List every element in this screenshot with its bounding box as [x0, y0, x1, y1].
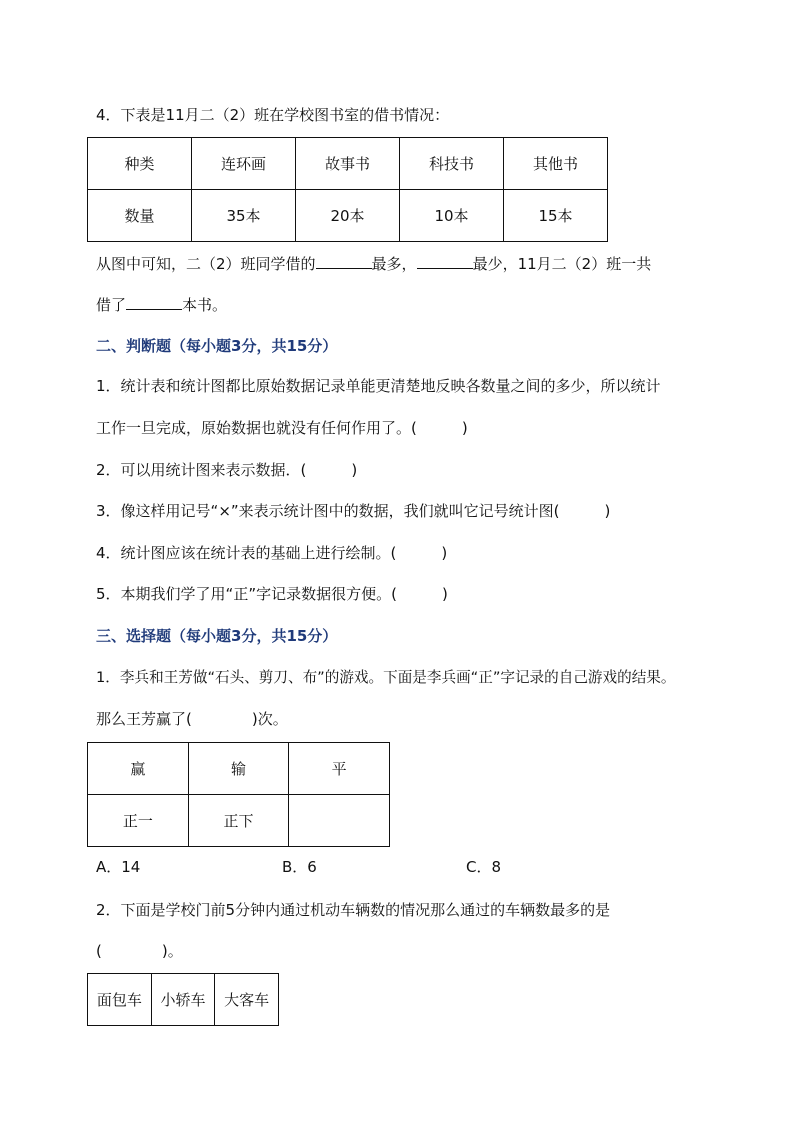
table-row	[88, 795, 390, 847]
q4-follow-text: 借了	[96, 296, 127, 314]
choice-q2-line2: ( )。	[96, 942, 183, 960]
table-header-cell: 其他书	[504, 138, 608, 190]
table-row	[88, 974, 279, 1026]
table-cell: 正下	[188, 795, 289, 847]
q4-follow-line1	[96, 253, 651, 274]
table-header-cell: 种类	[88, 138, 192, 190]
table-row	[88, 743, 390, 795]
game-result-table	[87, 742, 390, 847]
option-b[interactable]: B．6	[282, 858, 317, 876]
table-row	[88, 138, 608, 190]
table-header-cell: 小轿车	[151, 974, 215, 1026]
judgement-q4: 4．统计图应该在统计表的基础上进行绘制。( )	[96, 544, 448, 562]
choice-q1-line1: 1．李兵和王芳做“石头、剪刀、布”的游戏。下面是李兵画“正”字记录的自己游戏的结果。	[96, 669, 676, 686]
judgement-q1-line1: 1．统计表和统计图都比原始数据记录单能更清楚地反映各数量之间的多少，所以统计	[96, 377, 661, 395]
judgement-q1-line2: 工作一旦完成，原始数据也就没有任何作用了。( )	[96, 419, 468, 437]
table-header-cell: 面包车	[88, 974, 152, 1026]
judgement-q5: 5．本期我们学了用“正”字记录数据很方便。( )	[96, 585, 448, 603]
table-header-cell: 输	[188, 743, 289, 795]
table-cell: 35本	[192, 190, 296, 242]
choice-q2-line1: 2．下面是学校门前5分钟内通过机动车辆数的情况那么通过的车辆数最多的是	[96, 901, 611, 919]
option-c[interactable]: C．8	[466, 858, 502, 876]
table-cell	[289, 795, 390, 847]
q4-follow-text: 最多，	[371, 255, 417, 273]
table-cell: 10本	[400, 190, 504, 242]
table-header-cell: 连环画	[192, 138, 296, 190]
q4-follow-text: 本书。	[182, 296, 228, 314]
table-cell: 20本	[296, 190, 400, 242]
table-cell: 数量	[88, 190, 192, 242]
table-cell: 正一	[88, 795, 189, 847]
judgement-q3: 3．像这样用记号“×”来表示统计图中的数据，我们就叫它记号统计图( )	[96, 502, 611, 520]
q4-follow-text: 从图中可知，二（2）班同学借的	[96, 255, 316, 273]
vehicle-table	[87, 973, 279, 1026]
q4-follow-line2	[96, 294, 227, 315]
answer-blank[interactable]	[417, 253, 473, 269]
table-cell: 15本	[504, 190, 608, 242]
borrow-table	[87, 137, 608, 242]
table-header-cell: 故事书	[296, 138, 400, 190]
answer-blank[interactable]	[316, 253, 372, 269]
table-header-cell: 赢	[88, 743, 189, 795]
table-header-cell: 大客车	[215, 974, 279, 1026]
choice-q1-line2: 那么王芳赢了( )次。	[96, 710, 288, 728]
table-header-cell: 科技书	[400, 138, 504, 190]
q4-follow-text: 最少，11月二（2）班一共	[472, 255, 652, 273]
section-title-judgement: 二、判断题（每小题3分，共15分）	[96, 337, 338, 355]
section-title-choice: 三、选择题（每小题3分，共15分）	[96, 627, 338, 645]
q4-prompt: 4．下表是11月二（2）班在学校图书室的借书情况：	[96, 106, 450, 124]
table-header-cell: 平	[289, 743, 390, 795]
judgement-q2: 2．可以用统计图来表示数据．( )	[96, 461, 358, 479]
option-a[interactable]: A．14	[96, 858, 141, 876]
answer-blank[interactable]	[126, 294, 182, 310]
table-row	[88, 190, 608, 242]
